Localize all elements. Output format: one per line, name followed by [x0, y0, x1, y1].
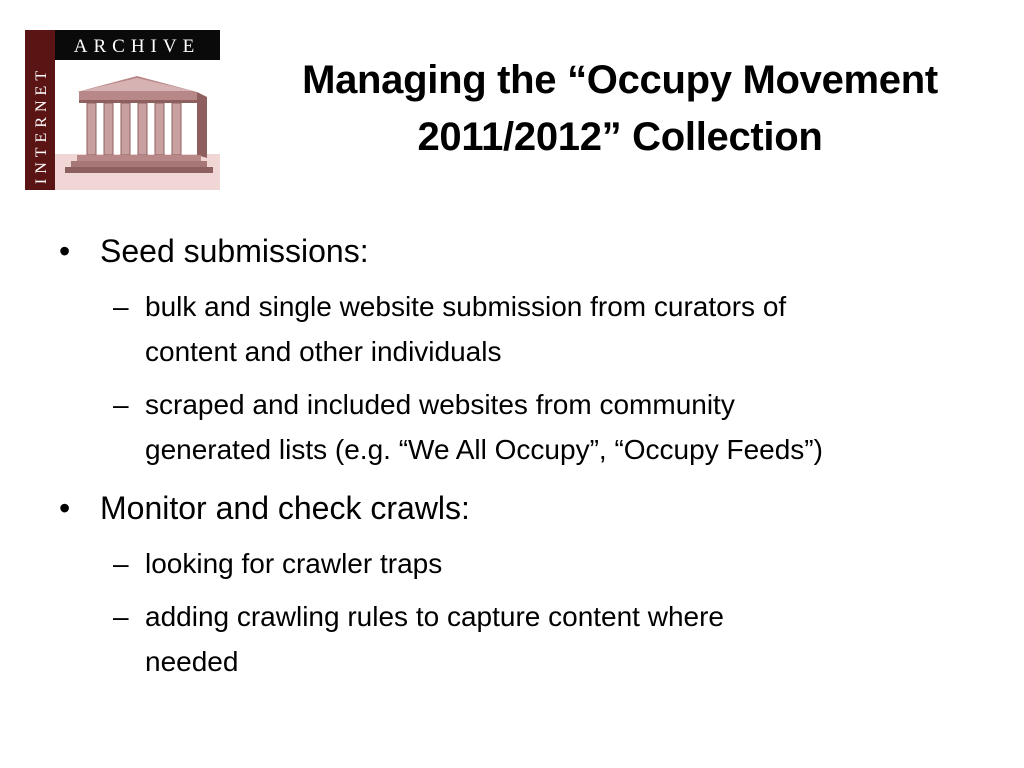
sub-bullet-scraped-websites: [113, 382, 965, 472]
slide-title-line-2: 2011/2012” Collection: [417, 115, 823, 159]
logo-word-archive: ARCHIVE: [73, 36, 201, 57]
sub-bullet-line-2: needed: [145, 646, 239, 677]
sub-bullet-line-1: looking for crawler traps: [145, 548, 443, 579]
sub-bullet-marker: –: [113, 601, 129, 632]
sub-bullet-line-1: adding crawling rules to capture content where: [145, 601, 725, 632]
bullet-marker: •: [59, 490, 71, 526]
sub-bullet-line-1: bulk and single website submission from curators of: [145, 291, 787, 322]
bullet-text: Seed submissions:: [100, 233, 369, 269]
bullet-monitor-crawls: [59, 488, 960, 528]
sub-bullet-bulk-submission: [113, 284, 965, 374]
bullet-text: Monitor and check crawls:: [100, 490, 470, 526]
sub-bullet-crawling-rules: [113, 594, 965, 684]
sub-bullet-line-2: content and other individuals: [145, 336, 502, 367]
sub-bullet-crawler-traps: [113, 541, 965, 586]
sub-bullet-line-1: scraped and included websites from community: [145, 389, 735, 420]
sub-bullet-line-2: generated lists (e.g. “We All Occupy”, “Occupy Feeds”): [145, 434, 823, 465]
sub-bullet-marker: –: [113, 291, 129, 322]
sub-bullet-marker: –: [113, 548, 129, 579]
logo-word-internet: INTERNET: [33, 65, 50, 185]
bullet-marker: •: [59, 233, 71, 269]
bullet-seed-submissions: [59, 231, 960, 271]
sub-bullet-marker: –: [113, 389, 129, 420]
slide-title-line-1: Managing the “Occupy Movement: [302, 58, 938, 102]
